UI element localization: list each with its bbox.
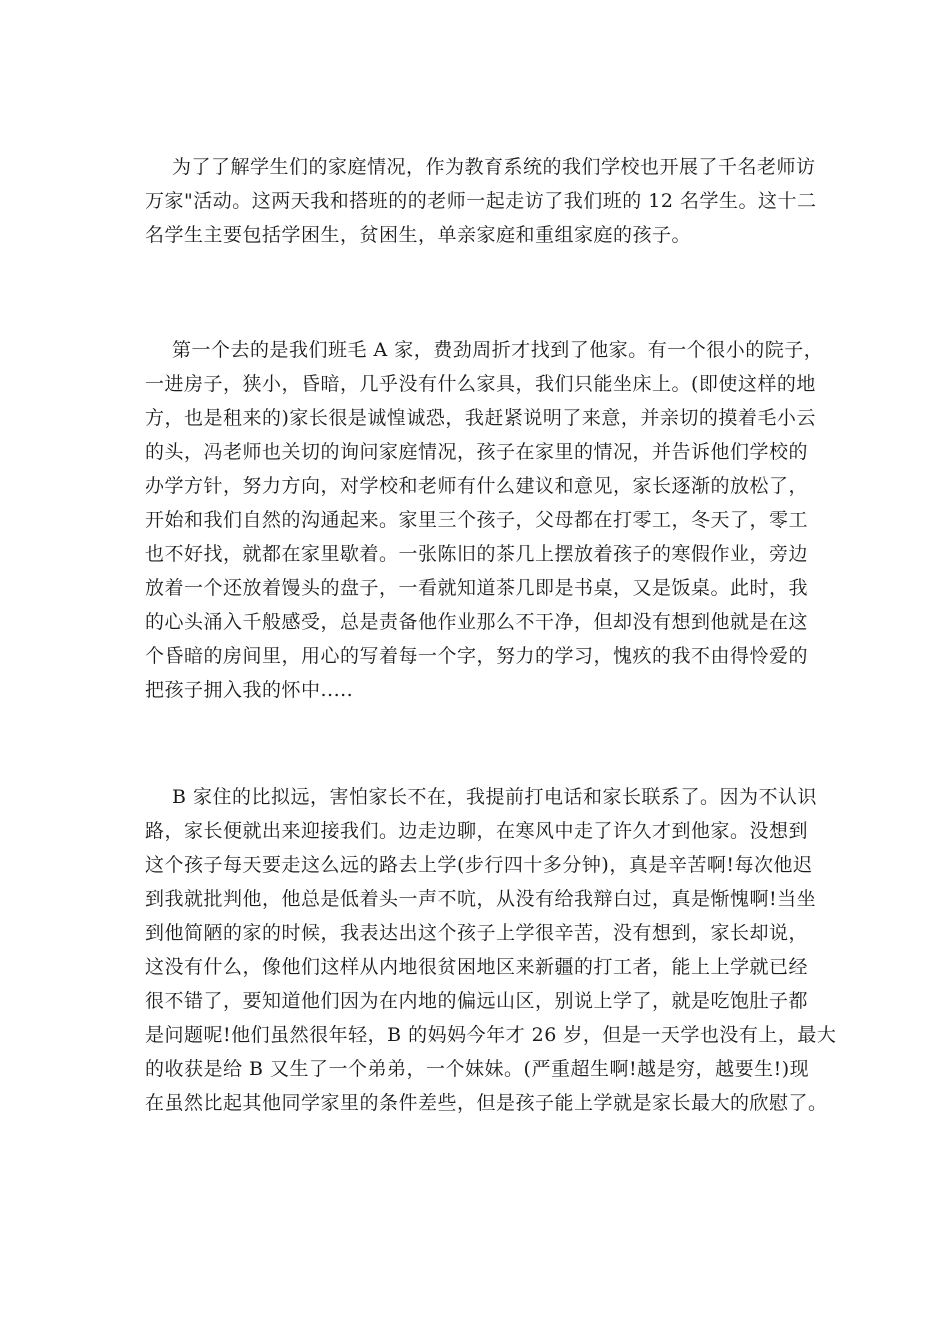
- paragraph-line: 名学生主要包括学困生，贫困生，单亲家庭和重组家庭的孩子。: [145, 224, 692, 246]
- paragraph-line: 一进房子，狭小，昏暗，几乎没有什么家具，我们只能坐床上。(即使这样的地: [145, 373, 816, 395]
- paragraph-line: 是问题呢!他们虽然很年轻，B 的妈妈今年才 26 岁，但是一天学也没有上，最大: [145, 1024, 837, 1046]
- paragraph-line: 也不好找，就都在家里歇着。一张陈旧的茶几上摆放着孩子的寒假作业，旁边: [145, 543, 809, 565]
- paragraph-line: 路，家长便就出来迎接我们。边走边聊，在寒风中走了许久才到他家。没想到: [145, 820, 809, 842]
- paragraph-line: 为了了解学生们的家庭情况，作为教育系统的我们学校也开展了千名老师访: [172, 156, 816, 178]
- paragraph-line: 在虽然比起其他同学家里的条件差些，但是孩子能上学就是家长最大的欣慰了。: [145, 1092, 828, 1114]
- paragraph-line: 这没有什么，像他们这样从内地很贫困地区来新疆的打工者，能上上学就已经: [145, 956, 809, 978]
- paragraph-line: 把孩子拥入我的怀中.....: [145, 679, 354, 701]
- paragraph-line: 办学方针，努力方向，对学校和老师有什么建议和意见，家长逐渐的放松了，: [145, 475, 809, 497]
- paragraph-line: 的心头涌入千般感受，总是责备他作业那么不干净，但却没有想到他就是在这: [145, 611, 809, 633]
- paragraph-line: 放着一个还放着馒头的盘子，一看就知道茶几即是书桌，又是饭桌。此时，我: [145, 577, 809, 599]
- paragraph-line: 方，也是租来的)家长很是诚惶诚恐，我赶紧说明了来意，并亲切的摸着毛小云: [145, 407, 816, 429]
- paragraph-line: 到他简陋的家的时候，我表达出这个孩子上学很辛苦，没有想到，家长却说，: [145, 922, 809, 944]
- paragraph-line: B 家住的比拟远，害怕家长不在，我提前打电话和家长联系了。因为不认识: [172, 786, 818, 808]
- paragraph-line: 万家"活动。这两天我和搭班的的老师一起走访了我们班的 12 名学生。这十二: [145, 190, 817, 212]
- paragraph-line: 的头，冯老师也关切的询问家庭情况，孩子在家里的情况，并告诉他们学校的: [145, 441, 809, 463]
- paragraph-line: 开始和我们自然的沟通起来。家里三个孩子，父母都在打零工，冬天了，零工: [145, 509, 809, 531]
- paragraph-line: 的收获是给 B 又生了一个弟弟，一个妹妹。(严重超生啊!越是穷，越要生!)现: [145, 1058, 810, 1080]
- paragraph-line: 个昏暗的房间里，用心的写着每一个字，努力的学习，愧疚的我不由得怜爱的: [145, 645, 809, 667]
- paragraph-line: 第一个去的是我们班毛 A 家，费劲周折才找到了他家。有一个很小的院子，: [172, 339, 824, 361]
- paragraph-line: 这个孩子每天要走这么远的路去上学(步行四十多分钟)，真是辛苦啊!每次他迟: [145, 854, 813, 876]
- paragraph-line: 到我就批判他，他总是低着头一声不吭，从没有给我辩白过，真是惭愧啊!当坐: [145, 888, 817, 910]
- paragraph-line: 很不错了，要知道他们因为在内地的偏远山区，别说上学了，就是吃饱肚子都: [145, 990, 809, 1012]
